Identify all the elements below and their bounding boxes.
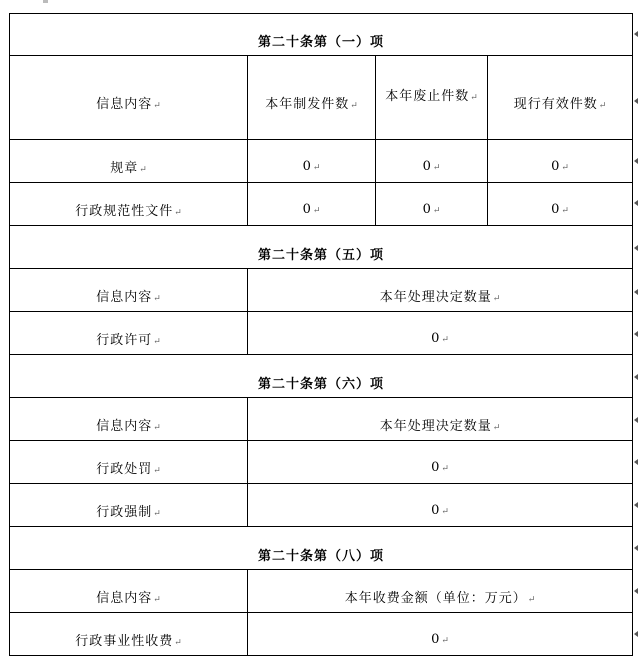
table-row: [10, 312, 633, 355]
header-row: [10, 269, 633, 312]
row-end-marker: [634, 631, 638, 637]
section-title-row: [10, 355, 633, 398]
row-end-marker: [634, 331, 638, 337]
row-end-marker: [634, 545, 638, 551]
header-label: 信息内容 ↵: [96, 97, 161, 112]
table-row: [10, 441, 633, 484]
header-row: [10, 398, 633, 441]
header-label: 本年废止件数 ↵: [385, 89, 478, 104]
header-row: [10, 56, 633, 140]
section-title-row: [10, 226, 633, 269]
row-label: 规章 ↵: [10, 140, 248, 183]
header-label: 信息内容 ↵: [96, 591, 161, 606]
value-cell: 0 ↵: [248, 183, 376, 226]
row-end-marker: [634, 502, 638, 508]
header-label: 本年制发件数 ↵: [265, 97, 358, 112]
row-end-marker: [634, 289, 638, 295]
row-label: 行政规范性文件 ↵: [10, 183, 248, 226]
header-cell-decisions: [248, 269, 633, 312]
row-label: 行政处罚 ↵: [10, 441, 248, 484]
section-title: 第二十条第（八）项: [10, 527, 633, 570]
row-label: 行政强制 ↵: [10, 484, 248, 527]
value-cell: 0 ↵: [248, 441, 633, 484]
section-title-row: [10, 527, 633, 570]
value-cell: 0 ↵: [248, 613, 633, 656]
table-row: [10, 613, 633, 656]
table-row: [10, 183, 633, 226]
row-end-markers: [632, 0, 638, 662]
header-cell-issued: [248, 56, 376, 140]
header-label: 信息内容 ↵: [96, 419, 161, 434]
value-cell: 0 ↵: [488, 140, 633, 183]
row-label: 行政事业性收费 ↵: [10, 613, 248, 656]
value-cell: 0 ↵: [248, 312, 633, 355]
section-title: 第二十条第（一）项: [10, 14, 633, 56]
value-cell: 0 ↵: [248, 140, 376, 183]
row-end-marker: [634, 245, 638, 251]
corner-mark: [43, 0, 48, 3]
row-end-marker: [634, 374, 638, 380]
header-cell-abolished: [376, 56, 488, 140]
row-end-marker: [634, 98, 638, 104]
row-end-marker: [634, 200, 638, 206]
row-end-marker: [634, 31, 638, 37]
header-cell-decisions: [248, 398, 633, 441]
row-end-marker: [634, 459, 638, 465]
section-title: 第二十条第（五）项: [10, 226, 633, 269]
value-cell: 0 ↵: [488, 183, 633, 226]
header-label: 现行有效件数 ↵: [514, 97, 607, 112]
header-cell-fees: [248, 570, 633, 613]
section-title: 第二十条第（六）项: [10, 355, 633, 398]
header-cell-valid: [488, 56, 633, 140]
row-label: 行政许可 ↵: [10, 312, 248, 355]
header-cell-content: [10, 269, 248, 312]
header-label: 本年收费金额（单位：万元） ↵: [345, 591, 536, 606]
table-row: [10, 140, 633, 183]
value-cell: 0 ↵: [248, 484, 633, 527]
value-cell: 0 ↵: [376, 183, 488, 226]
header-label: 本年处理决定数量 ↵: [380, 419, 501, 434]
disclosure-table: [9, 13, 633, 656]
row-end-marker: [634, 588, 638, 594]
header-row: [10, 570, 633, 613]
header-cell-content: [10, 56, 248, 140]
section-title-row: [10, 14, 633, 56]
row-end-marker: [634, 417, 638, 423]
row-end-marker: [634, 158, 638, 164]
header-label: 信息内容 ↵: [96, 290, 161, 305]
table-row: [10, 484, 633, 527]
header-cell-content: [10, 570, 248, 613]
header-label: 本年处理决定数量 ↵: [380, 290, 501, 305]
value-cell: 0 ↵: [376, 140, 488, 183]
header-cell-content: [10, 398, 248, 441]
